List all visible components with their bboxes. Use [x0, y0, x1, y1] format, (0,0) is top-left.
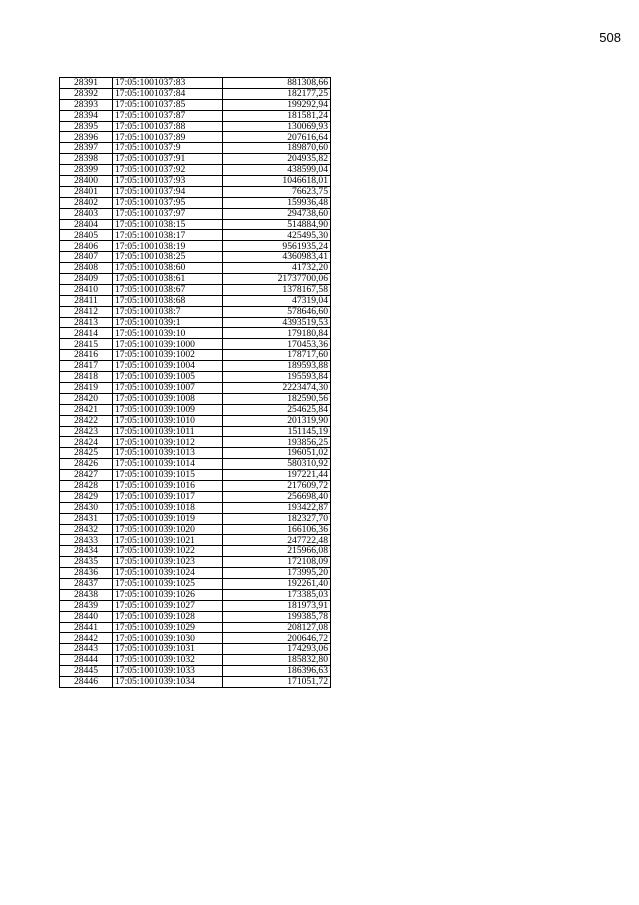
table-row	[60, 263, 331, 274]
value-cell: 173385,03	[223, 589, 331, 600]
value-cell: 204935,82	[223, 154, 331, 165]
row-number-cell: 28413	[60, 317, 113, 328]
cadastral-number-cell: 17:05:1001039:1024	[113, 568, 223, 579]
row-number-cell: 28406	[60, 241, 113, 252]
value-cell: 186396,63	[223, 666, 331, 677]
row-number-cell: 28403	[60, 208, 113, 219]
cadastral-number-cell: 17:05:1001037:91	[113, 154, 223, 165]
row-number-cell: 28438	[60, 589, 113, 600]
cadastral-number-cell: 17:05:1001037:88	[113, 121, 223, 132]
table-row	[60, 88, 331, 99]
row-number-cell: 28436	[60, 568, 113, 579]
row-number-cell: 28395	[60, 121, 113, 132]
row-number-cell: 28442	[60, 633, 113, 644]
cadastral-number-cell: 17:05:1001037:89	[113, 132, 223, 143]
table-row	[60, 176, 331, 187]
value-cell: 217609,72	[223, 480, 331, 491]
cadastral-number-cell: 17:05:1001038:68	[113, 295, 223, 306]
value-cell: 199292,94	[223, 99, 331, 110]
row-number-cell: 28408	[60, 263, 113, 274]
value-cell: 207616,64	[223, 132, 331, 143]
table-row	[60, 513, 331, 524]
cadastral-number-cell: 17:05:1001039:1015	[113, 470, 223, 481]
cadastral-number-cell: 17:05:1001039:1017	[113, 491, 223, 502]
cadastral-number-cell: 17:05:1001039:1018	[113, 502, 223, 513]
cadastral-number-cell: 17:05:1001039:1000	[113, 339, 223, 350]
value-cell: 294738,60	[223, 208, 331, 219]
row-number-cell: 28401	[60, 186, 113, 197]
value-cell: 514884,90	[223, 219, 331, 230]
cadastral-number-cell: 17:05:1001038:19	[113, 241, 223, 252]
value-cell: 256698,40	[223, 491, 331, 502]
cadastral-number-cell: 17:05:1001039:1032	[113, 655, 223, 666]
table-body	[60, 78, 331, 688]
value-cell: 171051,72	[223, 676, 331, 687]
page-number: 508	[599, 30, 621, 45]
row-number-cell: 28417	[60, 361, 113, 372]
cadastral-number-cell: 17:05:1001039:1029	[113, 622, 223, 633]
table-row	[60, 241, 331, 252]
table-row	[60, 393, 331, 404]
value-cell: 47319,04	[223, 295, 331, 306]
table-row	[60, 470, 331, 481]
table-row	[60, 535, 331, 546]
value-cell: 195593,84	[223, 372, 331, 383]
cadastral-number-cell: 17:05:1001039:1011	[113, 426, 223, 437]
cadastral-number-cell: 17:05:1001037:94	[113, 186, 223, 197]
row-number-cell: 28421	[60, 404, 113, 415]
value-cell: 159936,48	[223, 197, 331, 208]
table-row	[60, 252, 331, 263]
row-number-cell: 28433	[60, 535, 113, 546]
table-row	[60, 644, 331, 655]
row-number-cell: 28404	[60, 219, 113, 230]
cadastral-number-cell: 17:05:1001038:17	[113, 230, 223, 241]
row-number-cell: 28445	[60, 666, 113, 677]
row-number-cell: 28398	[60, 154, 113, 165]
cadastral-number-cell: 17:05:1001038:60	[113, 263, 223, 274]
table-row	[60, 165, 331, 176]
table-row	[60, 546, 331, 557]
row-number-cell: 28419	[60, 382, 113, 393]
table-row	[60, 274, 331, 285]
table-row	[60, 350, 331, 361]
table-row	[60, 480, 331, 491]
value-cell: 76623,75	[223, 186, 331, 197]
value-cell: 4360983,41	[223, 252, 331, 263]
cadastral-number-cell: 17:05:1001039:10	[113, 328, 223, 339]
cadastral-number-cell: 17:05:1001039:1027	[113, 600, 223, 611]
cadastral-number-cell: 17:05:1001038:61	[113, 274, 223, 285]
value-cell: 247722,48	[223, 535, 331, 546]
row-number-cell: 28400	[60, 176, 113, 187]
value-cell: 189593,88	[223, 361, 331, 372]
table-row	[60, 589, 331, 600]
cadastral-number-cell: 17:05:1001039:1019	[113, 513, 223, 524]
value-cell: 201319,90	[223, 415, 331, 426]
table-row	[60, 121, 331, 132]
value-cell: 254625,84	[223, 404, 331, 415]
table-row	[60, 284, 331, 295]
value-cell: 166106,36	[223, 524, 331, 535]
table-row	[60, 633, 331, 644]
cadastral-number-cell: 17:05:1001039:1026	[113, 589, 223, 600]
row-number-cell: 28439	[60, 600, 113, 611]
table-row	[60, 448, 331, 459]
cadastral-number-cell: 17:05:1001037:95	[113, 197, 223, 208]
cadastral-number-cell: 17:05:1001037:84	[113, 88, 223, 99]
table-row	[60, 186, 331, 197]
cadastral-number-cell: 17:05:1001037:97	[113, 208, 223, 219]
cadastral-number-cell: 17:05:1001039:1030	[113, 633, 223, 644]
row-number-cell: 28440	[60, 611, 113, 622]
value-cell: 580310,92	[223, 459, 331, 470]
cadastral-number-cell: 17:05:1001039:1009	[113, 404, 223, 415]
value-cell: 215966,08	[223, 546, 331, 557]
row-number-cell: 28418	[60, 372, 113, 383]
cadastral-number-cell: 17:05:1001037:85	[113, 99, 223, 110]
row-number-cell: 28393	[60, 99, 113, 110]
value-cell: 181581,24	[223, 110, 331, 121]
table-row	[60, 208, 331, 219]
table-row	[60, 491, 331, 502]
row-number-cell: 28437	[60, 578, 113, 589]
row-number-cell: 28402	[60, 197, 113, 208]
table-row	[60, 306, 331, 317]
table-row	[60, 339, 331, 350]
table-row	[60, 622, 331, 633]
cadastral-number-cell: 17:05:1001039:1012	[113, 437, 223, 448]
table-row	[60, 154, 331, 165]
table-row	[60, 502, 331, 513]
cadastral-number-cell: 17:05:1001038:7	[113, 306, 223, 317]
value-cell: 173995,20	[223, 568, 331, 579]
cadastral-number-cell: 17:05:1001039:1	[113, 317, 223, 328]
cadastral-number-cell: 17:05:1001039:1010	[113, 415, 223, 426]
value-cell: 192261,40	[223, 578, 331, 589]
cadastral-number-cell: 17:05:1001039:1021	[113, 535, 223, 546]
row-number-cell: 28416	[60, 350, 113, 361]
row-number-cell: 28432	[60, 524, 113, 535]
cadastral-number-cell: 17:05:1001038:25	[113, 252, 223, 263]
row-number-cell: 28423	[60, 426, 113, 437]
value-cell: 199385,78	[223, 611, 331, 622]
row-number-cell: 28424	[60, 437, 113, 448]
cadastral-number-cell: 17:05:1001039:1014	[113, 459, 223, 470]
value-cell: 9561935,24	[223, 241, 331, 252]
table-row	[60, 132, 331, 143]
table-row	[60, 230, 331, 241]
table-row	[60, 578, 331, 589]
cadastral-number-cell: 17:05:1001039:1008	[113, 393, 223, 404]
cadastral-number-cell: 17:05:1001039:1028	[113, 611, 223, 622]
row-number-cell: 28392	[60, 88, 113, 99]
cadastral-number-cell: 17:05:1001039:1007	[113, 382, 223, 393]
value-cell: 196051,02	[223, 448, 331, 459]
table-row	[60, 404, 331, 415]
table-row	[60, 143, 331, 154]
table-row	[60, 524, 331, 535]
value-cell: 4393519,53	[223, 317, 331, 328]
row-number-cell: 28415	[60, 339, 113, 350]
table-row	[60, 317, 331, 328]
row-number-cell: 28434	[60, 546, 113, 557]
cadastral-number-cell: 17:05:1001039:1033	[113, 666, 223, 677]
row-number-cell: 28435	[60, 557, 113, 568]
row-number-cell: 28422	[60, 415, 113, 426]
table-row	[60, 437, 331, 448]
value-cell: 189870,60	[223, 143, 331, 154]
row-number-cell: 28399	[60, 165, 113, 176]
table-row	[60, 611, 331, 622]
row-number-cell: 28394	[60, 110, 113, 121]
cadastral-number-cell: 17:05:1001039:1005	[113, 372, 223, 383]
row-number-cell: 28396	[60, 132, 113, 143]
cadastral-number-cell: 17:05:1001039:1022	[113, 546, 223, 557]
cadastral-number-cell: 17:05:1001037:92	[113, 165, 223, 176]
row-number-cell: 28405	[60, 230, 113, 241]
row-number-cell: 28397	[60, 143, 113, 154]
value-cell: 438599,04	[223, 165, 331, 176]
row-number-cell: 28391	[60, 78, 113, 89]
value-cell: 425495,30	[223, 230, 331, 241]
value-cell: 197221,44	[223, 470, 331, 481]
table-row	[60, 99, 331, 110]
table-row	[60, 557, 331, 568]
row-number-cell: 28444	[60, 655, 113, 666]
table-row	[60, 328, 331, 339]
table-row	[60, 426, 331, 437]
value-cell: 1378167,58	[223, 284, 331, 295]
table-row	[60, 197, 331, 208]
table-row	[60, 655, 331, 666]
table-row	[60, 219, 331, 230]
row-number-cell: 28412	[60, 306, 113, 317]
table-row	[60, 459, 331, 470]
table-row	[60, 295, 331, 306]
value-cell: 172108,09	[223, 557, 331, 568]
value-cell: 2223474,30	[223, 382, 331, 393]
value-cell: 1046618,01	[223, 176, 331, 187]
row-number-cell: 28411	[60, 295, 113, 306]
table-row	[60, 568, 331, 579]
row-number-cell: 28431	[60, 513, 113, 524]
table-row	[60, 382, 331, 393]
cadastral-number-cell: 17:05:1001037:87	[113, 110, 223, 121]
row-number-cell: 28407	[60, 252, 113, 263]
value-cell: 178717,60	[223, 350, 331, 361]
cadastral-number-cell: 17:05:1001039:1002	[113, 350, 223, 361]
row-number-cell: 28425	[60, 448, 113, 459]
row-number-cell: 28409	[60, 274, 113, 285]
cadastral-number-cell: 17:05:1001039:1016	[113, 480, 223, 491]
table-row	[60, 372, 331, 383]
cadastral-number-cell: 17:05:1001039:1034	[113, 676, 223, 687]
value-cell: 41732,20	[223, 263, 331, 274]
value-cell: 193856,25	[223, 437, 331, 448]
value-cell: 182327,70	[223, 513, 331, 524]
cadastral-number-cell: 17:05:1001039:1013	[113, 448, 223, 459]
cadastral-value-table	[59, 77, 331, 688]
row-number-cell: 28430	[60, 502, 113, 513]
cadastral-number-cell: 17:05:1001039:1023	[113, 557, 223, 568]
value-cell: 193422,87	[223, 502, 331, 513]
cadastral-number-cell: 17:05:1001039:1020	[113, 524, 223, 535]
value-cell: 182177,25	[223, 88, 331, 99]
cadastral-number-cell: 17:05:1001039:1025	[113, 578, 223, 589]
cadastral-number-cell: 17:05:1001038:15	[113, 219, 223, 230]
cadastral-number-cell: 17:05:1001037:9	[113, 143, 223, 154]
row-number-cell: 28420	[60, 393, 113, 404]
value-cell: 174293,06	[223, 644, 331, 655]
row-number-cell: 28441	[60, 622, 113, 633]
value-cell: 181973,91	[223, 600, 331, 611]
cadastral-number-cell: 17:05:1001039:1031	[113, 644, 223, 655]
row-number-cell: 28428	[60, 480, 113, 491]
row-number-cell: 28446	[60, 676, 113, 687]
row-number-cell: 28410	[60, 284, 113, 295]
value-cell: 170453,36	[223, 339, 331, 350]
value-cell: 179180,84	[223, 328, 331, 339]
value-cell: 151145,19	[223, 426, 331, 437]
cadastral-number-cell: 17:05:1001037:83	[113, 78, 223, 89]
table-row	[60, 78, 331, 89]
row-number-cell: 28426	[60, 459, 113, 470]
value-cell: 578646,60	[223, 306, 331, 317]
value-cell: 208127,08	[223, 622, 331, 633]
value-cell: 185832,80	[223, 655, 331, 666]
value-cell: 200646,72	[223, 633, 331, 644]
table-row	[60, 110, 331, 121]
value-cell: 21737700,06	[223, 274, 331, 285]
table-row	[60, 666, 331, 677]
value-cell: 182590,56	[223, 393, 331, 404]
row-number-cell: 28414	[60, 328, 113, 339]
table-row	[60, 600, 331, 611]
table-row	[60, 415, 331, 426]
value-cell: 130069,93	[223, 121, 331, 132]
table-row	[60, 676, 331, 687]
row-number-cell: 28443	[60, 644, 113, 655]
cadastral-number-cell: 17:05:1001039:1004	[113, 361, 223, 372]
row-number-cell: 28427	[60, 470, 113, 481]
value-cell: 881308,66	[223, 78, 331, 89]
table-row	[60, 361, 331, 372]
cadastral-number-cell: 17:05:1001037:93	[113, 176, 223, 187]
row-number-cell: 28429	[60, 491, 113, 502]
cadastral-number-cell: 17:05:1001038:67	[113, 284, 223, 295]
